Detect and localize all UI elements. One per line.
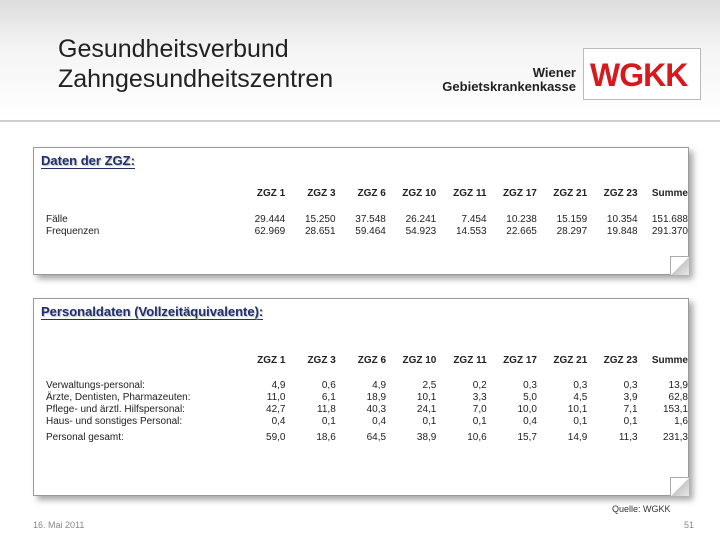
logo-word: WGKK xyxy=(590,57,688,93)
table-cell: 0,4 xyxy=(372,416,387,427)
table-cell: 0,6 xyxy=(321,380,336,391)
header-cell: ZGZ 21 xyxy=(553,355,588,366)
table-cell: 151.688 xyxy=(651,214,688,225)
table-cell: 15.250 xyxy=(304,214,336,225)
table-cell: 0,3 xyxy=(623,380,638,391)
table-cell: 11,0 xyxy=(266,392,286,403)
logo-text-line-2: Gebietskrankenkasse xyxy=(442,79,576,94)
wgkk-logo xyxy=(583,48,701,100)
table-cell: 6,1 xyxy=(321,392,336,403)
table-cell: 0,2 xyxy=(472,380,487,391)
table-cell: 10,1 xyxy=(567,404,588,415)
row-label: Haus- und sonstiges Personal: xyxy=(46,416,183,427)
table-cell: 15,7 xyxy=(517,432,537,443)
header-divider xyxy=(0,120,720,122)
page-curl xyxy=(670,256,689,275)
table-cell: 10,0 xyxy=(517,404,537,415)
header-cell: ZGZ 6 xyxy=(357,355,387,366)
table-row xyxy=(46,214,688,226)
footer-date: 16. Mai 2011 xyxy=(33,520,85,530)
table-cell: 2,5 xyxy=(422,380,437,391)
zgz-data-title: Daten der ZGZ: xyxy=(41,153,135,168)
table-cell: 28.297 xyxy=(556,226,588,237)
table-cell: 28.651 xyxy=(304,226,336,237)
header-cell: ZGZ 3 xyxy=(307,188,336,199)
row-label: Frequenzen xyxy=(46,226,100,237)
table-cell: 22.665 xyxy=(506,226,537,237)
table-cell: 10.354 xyxy=(606,214,638,225)
header-cell: ZGZ 3 xyxy=(307,355,336,366)
table-cell: 5,0 xyxy=(523,392,537,403)
personnel-title: Personaldaten (Vollzeitäquivalente): xyxy=(41,304,264,319)
header-cell-label xyxy=(46,186,235,201)
table-row xyxy=(46,380,688,392)
table-cell: 0,4 xyxy=(523,416,537,427)
table-cell: 11,3 xyxy=(618,432,638,443)
header-cell: ZGZ 23 xyxy=(603,188,638,199)
table-cell: 3,9 xyxy=(623,392,638,403)
row-label: Verwaltungs-personal: xyxy=(46,380,145,391)
source-note: Quelle: WGKK xyxy=(612,504,671,514)
row-label: Ärzte, Dentisten, Pharmazeuten: xyxy=(46,392,191,403)
zgz-data-panel xyxy=(33,147,689,275)
logo-text-line-1: Wiener xyxy=(532,65,576,80)
header-cell: ZGZ 21 xyxy=(553,188,588,199)
table-cell: 62.969 xyxy=(254,226,286,237)
header-cell: ZGZ 11 xyxy=(453,355,487,366)
table-cell: 18,9 xyxy=(366,392,387,403)
table-cell: 19.848 xyxy=(606,226,638,237)
table-cell: 3,3 xyxy=(472,392,487,403)
row-label: Pflege- und ärztl. Hilfspersonal: xyxy=(46,404,185,415)
table-cell: 14.553 xyxy=(455,226,487,237)
table-cell: 40,3 xyxy=(366,404,387,415)
table-cell: 7,0 xyxy=(472,404,487,415)
table-cell: 4,9 xyxy=(372,380,387,391)
header-cell: ZGZ 10 xyxy=(402,188,437,199)
table-cell: 59,0 xyxy=(266,432,286,443)
header-cell: ZGZ 1 xyxy=(256,188,286,199)
table-cell: 13,9 xyxy=(668,380,688,391)
table-row xyxy=(46,404,688,416)
header-cell: ZGZ 17 xyxy=(502,188,537,199)
header-cell: ZGZ 17 xyxy=(503,355,537,366)
table-row xyxy=(46,416,688,428)
table-header-row xyxy=(46,186,688,201)
table-cell: 0,1 xyxy=(422,416,437,427)
header-cell-label xyxy=(46,353,235,368)
table-cell: 62,8 xyxy=(668,392,688,403)
table-cell: 0,4 xyxy=(271,416,286,427)
row-label: Personal gesamt: xyxy=(46,432,124,443)
table-cell: 4,9 xyxy=(271,380,286,391)
table-cell: 10,6 xyxy=(467,432,487,443)
header-cell: Summe xyxy=(651,355,688,366)
table-cell: 29.444 xyxy=(254,214,286,225)
table-cell: 38,9 xyxy=(416,432,437,443)
table-cell: 14,9 xyxy=(567,432,588,443)
header-cell: ZGZ 1 xyxy=(257,355,286,366)
header-cell: ZGZ 10 xyxy=(402,355,437,366)
table-cell: 0,1 xyxy=(472,416,487,427)
table-cell: 7.454 xyxy=(461,214,487,225)
title-line-1: Gesundheitsverbund xyxy=(58,35,289,63)
table-row xyxy=(46,392,688,404)
page-title xyxy=(58,34,333,94)
table-cell: 0,1 xyxy=(573,416,588,427)
header-cell: ZGZ 23 xyxy=(603,355,638,366)
table-cell: 7,1 xyxy=(623,404,638,415)
header-cell: ZGZ 6 xyxy=(357,188,386,199)
table-cell: 64,5 xyxy=(366,432,387,443)
table-cell: 0,1 xyxy=(321,416,336,427)
table-row xyxy=(46,432,688,444)
table-cell: 59.464 xyxy=(355,226,386,237)
header-cell: ZGZ 11 xyxy=(453,188,487,199)
table-header-row xyxy=(46,353,688,368)
page-number: 51 xyxy=(684,520,695,530)
table-cell: 10,1 xyxy=(416,392,437,403)
table-cell: 18,6 xyxy=(316,432,336,443)
page-curl xyxy=(670,477,689,496)
table-cell: 4,5 xyxy=(573,392,588,403)
header-cell: Summe xyxy=(651,188,688,199)
table-cell: 10.238 xyxy=(506,214,537,225)
logo-text xyxy=(436,66,576,94)
table-cell: 291.370 xyxy=(651,226,688,237)
table-cell: 24,1 xyxy=(416,404,437,415)
table-cell: 0,1 xyxy=(623,416,638,427)
table-cell: 11,8 xyxy=(317,404,336,415)
table-cell: 231,3 xyxy=(662,432,688,443)
table-cell: 26.241 xyxy=(405,214,437,225)
row-label: Fälle xyxy=(46,214,68,225)
table-cell: 153,1 xyxy=(662,404,688,415)
table-cell: 15.159 xyxy=(556,214,588,225)
table-cell: 0,3 xyxy=(573,380,588,391)
zgz-data-table xyxy=(46,186,688,238)
personnel-panel xyxy=(33,298,689,496)
title-line-2: Zahngesundheitszentren xyxy=(58,65,334,93)
table-cell: 0,3 xyxy=(523,380,537,391)
table-cell: 42,7 xyxy=(266,404,286,415)
personnel-table xyxy=(46,353,688,444)
table-row xyxy=(46,226,688,238)
table-cell: 54.923 xyxy=(405,226,437,237)
table-cell: 1,6 xyxy=(674,416,688,427)
table-cell: 37.548 xyxy=(355,214,386,225)
